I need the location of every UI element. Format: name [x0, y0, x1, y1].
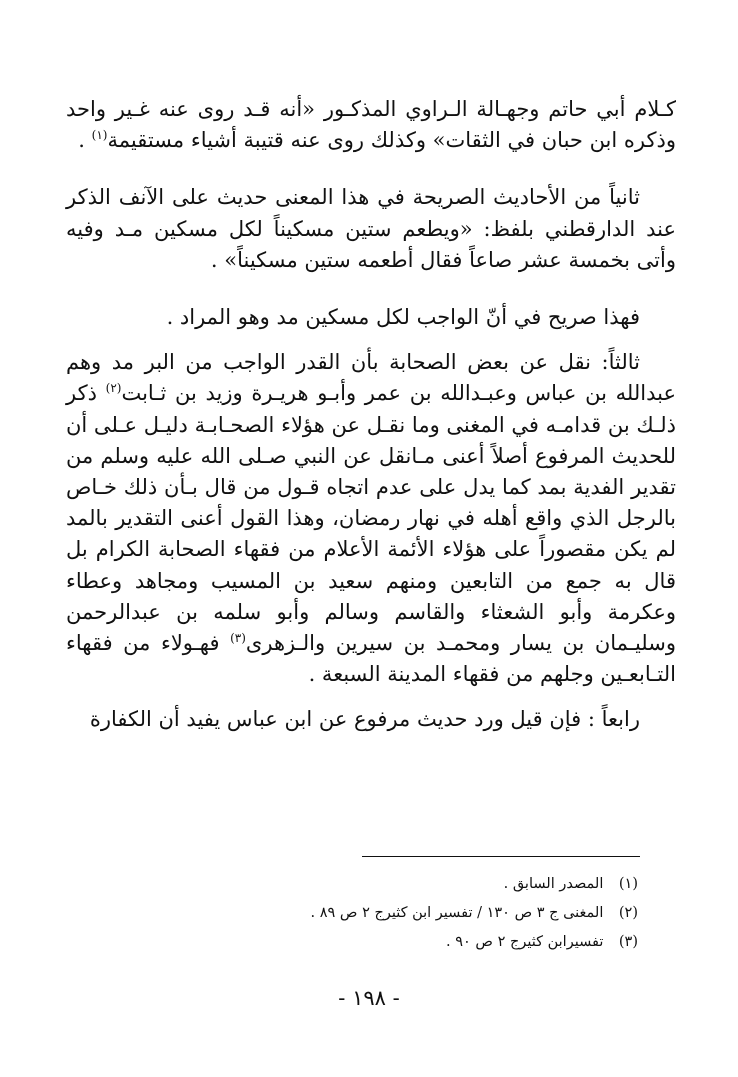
footnote-separator: [362, 856, 640, 857]
footnote-ref-1[interactable]: (١): [91, 128, 108, 143]
footnote-number: (١): [618, 876, 638, 892]
main-text: [66, 94, 676, 736]
footnotes: [78, 870, 638, 957]
paragraph-3: فهذا صريح في أنّ الواجب لكل مسكين مد وهو المراد .: [166, 305, 640, 330]
paragraph-5: رابعاً : فإن قيل ورد حديث مرفوع عن ابن عباس يفيد أن الكفارة: [89, 707, 640, 732]
footnote-number: (٢): [618, 905, 638, 921]
paragraph-2: ثانياً من الأحاديث الصريحة في هذا المعنى حديث على الآنف الذكر عند الدارقطني بلفظ: «ويطعم ستين مسكيناً لكل مسكين مـد وفيه وأتى بخمسة عشر صاعاً فقال أطعمه ستين مسكيناً» .: [66, 185, 676, 272]
page-number: - ١٩٨ -: [338, 986, 400, 1010]
paragraph-1: كـلام أبي حاتم وجهـالة الـراوي المذكـور «أنه قـد روى عنه غـير واحد وذكره ابن حبان في الثقات» وكذلك روى عنه قتيبة أشياء مستقيمة$^{(١)}$ .: [66, 97, 676, 153]
footnote-2: [78, 899, 638, 928]
footnote-1: [78, 870, 638, 899]
footnote-ref-2[interactable]: (٢): [105, 381, 122, 396]
footnote-text: المصدر السابق .: [503, 876, 604, 892]
footnote-ref-3[interactable]: (٣): [230, 631, 246, 646]
footnote-3: [78, 928, 638, 957]
footnote-text: تفسيرابن كثيرج ٢ ص ٩٠ .: [446, 934, 604, 950]
paragraph-4: ثالثاً: نقل عن بعض الصحابة بأن القدر الواجب من البر مد وهم عبدالله بن عباس وعبـدالله بن عمر وأبـو هريـرة وزيد بن ثـابت$^{(٢)}$ ذكر ذلـك بن قدامـه في المغنى وما نقـل عن هؤلاء الصحـابـة دليـل عـلى أن للحديث المرفوع أصلاً أعنى مـانقل عن النبي صـلى الله عليه وسلم من تقدير الفدية بمد كما يدل على عدم اتجاه قـول من قال بـأن ذلك خـاص بالرجل الذي واقع أهله في نهار رمضان، وهذا القول أعنى التقدير بالمد لم يكن مقصوراً على هؤلاء الأئمة الأعلام من فقهاء الصحابة الكرام بل قال به جمع من التابعين ومنهم سعيد بن المسيب ومجاهد وعطاء وعكرمة وأبو الشعثاء والقاسم وسالم وأبو سلمه بن عبدالرحمن وسليـمان بن يسار ومحمـد بن سيرين والـزهرى$^{(٣)}$ فهـولاء من فقهاء التـابعـين وجلهم من فقهاء المدينة السبعة .: [66, 350, 676, 687]
footnote-text: المغنى ج ٣ ص ١٣٠ / تفسير ابن كثيرج ٢ ص ٨٩ .: [310, 905, 604, 921]
footnote-number: (٣): [618, 934, 638, 950]
